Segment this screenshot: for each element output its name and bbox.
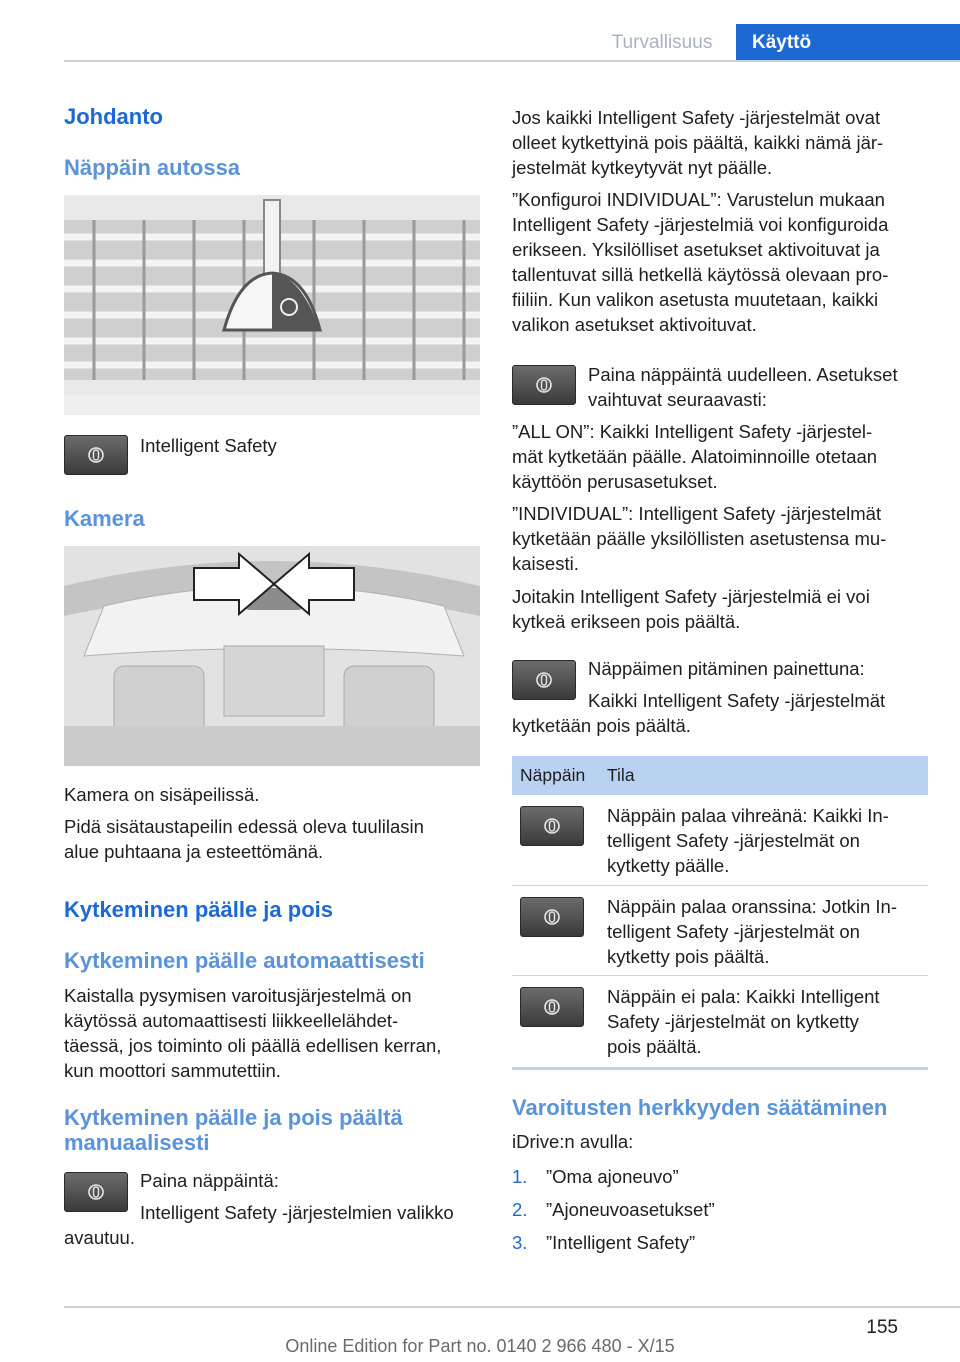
table-cell-text: telligent Safety -järjestelmät on [607, 921, 860, 942]
heading-varoitusten-herkkyys: Varoitusten herkkyyden säätäminen [512, 1095, 888, 1120]
camera-location-photo [64, 546, 480, 766]
header-tab-turvallisuus[interactable]: Turvallisuus [588, 24, 736, 62]
auto-text-4: kun moottori sammutettiin. [64, 1060, 281, 1081]
right-p6-2: kytkeä erikseen pois päältä. [512, 611, 741, 632]
intelligent-safety-button-icon [512, 660, 576, 700]
heading-kamera: Kamera [64, 506, 145, 531]
footer-edition: Online Edition for Part no. 0140 2 966 480 - X/15 [285, 1336, 675, 1356]
intelligent-safety-button-icon [520, 806, 584, 846]
right-p3-2: vaihtuvat seuraavasti: [588, 389, 767, 410]
right-p1-3: jestelmät kytkeytyvät nyt päälle. [512, 157, 773, 178]
list-item-number: 3. [512, 1232, 528, 1253]
table-cell-text: Näppäin palaa oranssina: Jotkin In‐ [607, 896, 898, 917]
status-table-header [512, 756, 928, 795]
right-p7-2: Kaikki Intelligent Safety -järjestelmät [588, 690, 886, 711]
valikko-text-2: avautuu. [64, 1227, 135, 1248]
kamera-text-2a: Pidä sisätaustapeilin edessä oleva tuulilasin [64, 816, 424, 837]
table-cell-text: Näppäin ei pala: Kaikki Intelligent [607, 986, 880, 1007]
right-p7-1: Näppäimen pitäminen painettuna: [588, 658, 865, 679]
list-item-number: 1. [512, 1166, 528, 1187]
right-p2-4: tallentuvat sillä hetkellä käytössä olevaan pro‐ [512, 264, 889, 285]
table-row [512, 795, 928, 886]
table-col-tila: Tila [607, 765, 635, 785]
right-p2-5: fiiliin. Kun valikon asetusta muutetaan, kaikki [512, 289, 879, 310]
right-p5-3: kaisesti. [512, 553, 579, 574]
table-row [512, 976, 928, 1067]
heading-manual-2: manuaalisesti [64, 1130, 210, 1155]
right-p1-1: Jos kaikki Intelligent Safety -järjestelmät ovat [512, 107, 881, 128]
auto-text-1: Kaistalla pysymisen varoitusjärjestelmä on [64, 985, 412, 1006]
right-p2-1: ”Konfiguroi INDIVIDUAL”: Varustelun mukaan [512, 189, 885, 210]
paina-nappainta: Paina näppäintä: [140, 1170, 279, 1191]
right-p6-1: Joitakin Intelligent Safety -järjestelmiä ei voi [512, 586, 870, 607]
auto-text-2: käytössä automaattisesti liikkeellelähdet‐ [64, 1010, 399, 1031]
list-item: ”Oma ajoneuvo” [546, 1166, 679, 1187]
intelligent-safety-button-icon [512, 365, 576, 405]
table-row [512, 886, 928, 976]
button-location-photo [64, 195, 480, 415]
table-cell-text: Näppäin palaa vihreänä: Kaikki In‐ [607, 805, 889, 826]
table-cell-text: telligent Safety -järjestelmät on [607, 830, 860, 851]
intelligent-safety-button-icon [520, 987, 584, 1027]
intelligent-safety-button-icon [64, 1172, 128, 1212]
right-p2-3: erikseen. Yksilölliset asetukset aktivoituvat ja [512, 239, 880, 260]
heading-nappain-autossa: Näppäin autossa [64, 155, 241, 180]
idrive-text: iDrive:n avulla: [512, 1131, 634, 1152]
header-tab-kaytto[interactable]: Käyttö [736, 24, 960, 62]
kamera-text-1: Kamera on sisäpeilissä. [64, 784, 260, 805]
heading-manual-1: Kytkeminen päälle ja pois päältä [64, 1105, 403, 1130]
table-bottom-rule [512, 1067, 928, 1070]
table-cell-text: Safety -järjestelmät on kytketty [607, 1011, 859, 1032]
table-cell-text: kytketty pois päältä. [607, 946, 770, 967]
right-p4-1: ”ALL ON”: Kaikki Intelligent Safety -järjestel‐ [512, 421, 873, 442]
footer-rule [64, 1306, 960, 1308]
page-number: 155 [866, 1317, 898, 1338]
table-col-nappain: Näppäin [520, 765, 586, 785]
table-cell-text: pois päältä. [607, 1036, 702, 1057]
table-cell-text: kytketty päälle. [607, 855, 730, 876]
intelligent-safety-button-icon [520, 897, 584, 937]
right-p7-3: kytketään pois päältä. [512, 715, 691, 736]
right-p5-1: ”INDIVIDUAL”: Intelligent Safety -järjestelmät [512, 503, 882, 524]
right-p5-2: kytketään päälle yksilöllisten asetustensa mu‐ [512, 528, 887, 549]
right-p2-6: valikon asetukset aktivoituvat. [512, 314, 757, 335]
heading-kytkeminen: Kytkeminen päälle ja pois [64, 897, 333, 922]
list-item: ”Intelligent Safety” [546, 1232, 696, 1253]
intelligent-safety-button-icon [64, 435, 128, 475]
auto-text-3: täessä, jos toiminto oli päällä edellisen kerran, [64, 1035, 442, 1056]
list-item-number: 2. [512, 1199, 528, 1220]
right-p4-3: käyttöön perusasetukset. [512, 471, 718, 492]
heading-kytkeminen-auto: Kytkeminen päälle automaattisesti [64, 948, 425, 973]
list-item: ”Ajoneuvoasetukset” [546, 1199, 715, 1220]
header-rule [64, 60, 960, 62]
right-p3-1: Paina näppäintä uudelleen. Asetukset [588, 364, 898, 385]
kamera-text-2b: alue puhtaana ja esteettömänä. [64, 841, 324, 862]
valikko-text-1: Intelligent Safety -järjestelmien valikko [140, 1202, 454, 1223]
right-p2-2: Intelligent Safety -järjestelmiä voi konfiguroida [512, 214, 889, 235]
heading-johdanto: Johdanto [64, 104, 163, 129]
intelligent-safety-label: Intelligent Safety [140, 435, 277, 456]
right-p4-2: mät kytketään päälle. Alatoiminnoille otetaan [512, 446, 878, 467]
right-p1-2: olleet kytkettyinä pois päältä, kaikki nämä jär‐ [512, 132, 884, 153]
